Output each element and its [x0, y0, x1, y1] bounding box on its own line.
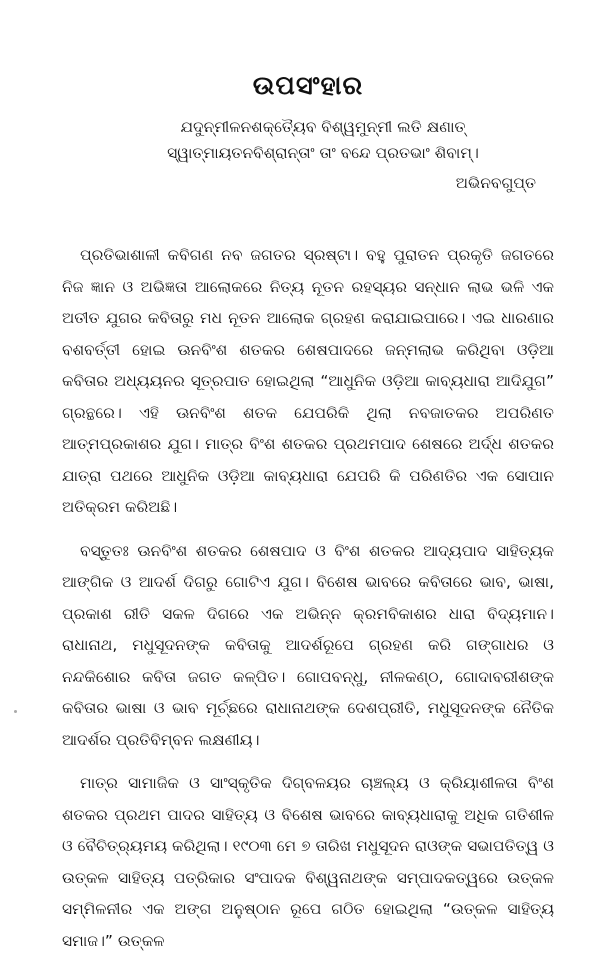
- body-text: [62, 240, 554, 957]
- paragraph-2: ବସ୍ତୁତଃ ଊନବିଂଶ ଶତକର ଶେଷପାଦ ଓ ବିଂଶ ଶତକର ଆଦ୍ୟପାଦ ସାହିତ୍ୟକ ଆଙ୍ଗିକ ଓ ଆଦର୍ଶ ଦିଗରୁ ଗୋଟିଏ ଯୁଗ। ବିଶେଷ ଭାବରେ କବିତାରେ ଭାବ, ଭାଷା, ପ୍ରକାଶ ରୀତି ସକଳ ଦିଗରେ ଏକ ଅଭିନ୍ନ କ୍ରମବିକାଶର ଧାରା ବିଦ୍ୟମାନ। ରାଧାନାଥ, ମଧୁସୂଦନଙ୍କ କବିତାକୁ ଆଦର୍ଶରୂପେ ଗ୍ରହଣ କରି ଗଙ୍ଗାଧର ଓ ନନ୍ଦକିଶୋର କବିତା ଜଗତ କଳ୍ପିତ। ଗୋପବନ୍ଧୁ, ନୀଳକଣ୍ଠ, ଗୋଦାବରୀଶଙ୍କ କବିତାର ଭାଷା ଓ ଭାବ ମୂର୍ଚ୍ଛରେ ରାଧାନାଥଙ୍କ ଦେଶପ୍ରୀତି, ମଧୁସୂଦନଙ୍କ ନୈତିକ ଆଦର୍ଶର ପ୍ରତିବିମ୍ବନ ଲକ୍ଷଣୀୟ।: [62, 541, 554, 749]
- epigraph-line-1: ଯଦୁନ୍ମୀଳନଶକ୍ତ୍ୟୈବ ବିଶ୍ୱମୁନ୍ମୀ ଲତି କ୍ଷଣାତ୍: [180, 118, 466, 136]
- paragraph-3: ମାତ୍ର ସାମାଜିକ ଓ ସାଂସ୍କୃତିକ ଦିଗ୍‌ବଳୟର ଚାଞ୍ଚଲ୍ୟ ଓ କ୍ରିୟାଶୀଳତା ବିଂଶ ଶତକର ପ୍ରଥମ ପାଦର ସାହିତ୍ୟ ଓ ବିଶେଷ ଭାବରେ କାବ୍ୟଧାରାକୁ ଅଧିକ ଗତିଶୀଳ ଓ ବୈଚିତ୍ର୍ୟମୟ କରିଥିଲା। ୧୯୦୩ ମେ ୭ ତାରିଖ ମଧୁସୂଦନ ରାଓଙ୍କ ସଭାପତିତ୍ୱ ଓ ଉତ୍କଳ ସାହିତ୍ୟ ପତ୍ରିକାର ସଂପାଦକ ବିଶ୍ୱନାଥଙ୍କ ସମ୍ପାଦକତ୍ୱରେ ଉତ୍କଳ ସମ୍ମିଳନୀର ଏକ ଅଙ୍ଗ ଅନୁଷ୍ଠାନ ରୂପେ ଗଠିତ ହୋଇଥିଲା “ଉତ୍କଳ ସାହିତ୍ୟ ସମାଜ।” ଉତ୍କଳ: [62, 774, 554, 950]
- chapter-title: ଉପସଂହାର: [252, 71, 364, 101]
- epigraph-line-2: ସ୍ୱାତ୍ମାୟତନବିଶ୍ରାନ୍ତାଂ ତାଂ ବନ୍ଦେ ପ୍ରତଭାଂ ଶିବାମ୍।: [167, 144, 479, 162]
- margin-speck: [14, 710, 17, 713]
- epigraph-author: ଅଭିନବଗୁପ୍ତ: [455, 174, 536, 192]
- epigraph: [62, 114, 554, 196]
- paragraph-1: ପ୍ରତିଭାଶାଳୀ କବିଗଣ ନବ ଜଗତର ସ୍ରଷ୍ଟା। ବହୁ ପୁରାତନ ପ୍ରକୃତି ଜଗତରେ ନିଜ ଜ୍ଞାନ ଓ ଅଭିଜ୍ଞତା ଆଲୋକରେ ନିତ୍ୟ ନୂତନ ରହସ୍ୟର ସନ୍ଧାନ ଲାଭ ଭଳି ଏକ ଅତୀତ ଯୁଗର କବିତାରୁ ମଧ ନୂତନ ଆଲୋକ ଗ୍ରହଣ କରାଯାଇପାରେ। ଏଇ ଧାରଣାର ବଶବର୍ତ୍ତୀ ହୋଇ ଊନବିଂଶ ଶତକର ଶେଷପାଦରେ ଜନ୍ମଲାଭ କରିଥିବା ଓଡ଼ିଆ କବିତାର ଅଧ୍ୟୟନର ସୂତ୍ରପାତ ହୋଇଥିଲା “ଆଧୁନିକ ଓଡ଼ିଆ କାବ୍ୟଧାରା ଆଦିଯୁଗ” ଗ୍ରନ୍ଥରେ। ଏହି ଊନବିଂଶ ଶତକ ଯେପରିକି ଥିଲା ନବଜାତକର ଅପରିଣତ ଆତ୍ମପ୍ରକାଶର ଯୁଗ। ମାତ୍ର ବିଂଶ ଶତକର ପ୍ରଥମପାଦ ଶେଷରେ ଅର୍ଦ୍ଧ ଶତକର ଯାତ୍ରା ପଥରେ ଆଧୁନିକ ଓଡ଼ିଆ କାବ୍ୟଧାରା ଯେପରି କି ପରିଣତିର ଏକ ସୋପାନ ଅତିକ୍ରମ କରିଅଛି।: [62, 246, 554, 516]
